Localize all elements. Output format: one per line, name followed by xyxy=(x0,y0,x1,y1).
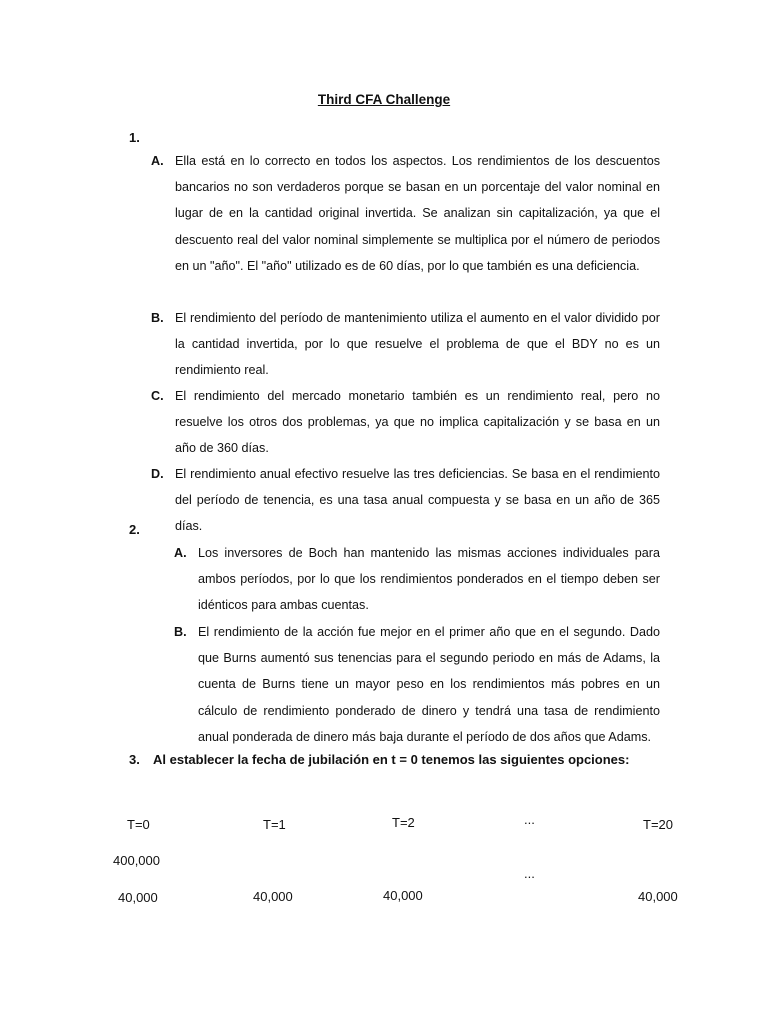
q1-item-a-text: Ella está en lo correcto en todos los aspectos. Los rendimientos de los descuentos bancarios no son verdaderos porque se basan en un porcentaje del valor nominal en lugar de en la cantidad original invertida. Se analizan sin capitalización, ya que el descuento real del valor nominal simplemente se multiplica por el número de periodos en un "año". El "año" utilizado es de 60 días, por lo que también es una deficiencia. xyxy=(175,154,660,273)
q2-item-b xyxy=(174,619,660,750)
q1-item-a xyxy=(151,148,660,279)
q1-item-d xyxy=(151,461,660,540)
q2-item-b-text: El rendimiento de la acción fue mejor en el primer año que en el segundo. Dado que Burns aumentó sus tenencias para el segundo periodo en más de Adams, la cuenta de Burns tiene un mayor peso en los rendimientos más pobres en un cálculo de rendimiento ponderado de dinero y tendrá una tasa de rendimiento anual ponderada de dinero más baja durante el período de dos años que Adams. xyxy=(198,625,660,744)
timeline-header-t1: T=1 xyxy=(263,817,286,832)
q1-item-c xyxy=(151,383,660,462)
q2-item-a-letter: A. xyxy=(174,546,187,560)
q1-item-c-letter: C. xyxy=(151,389,164,403)
question-3 xyxy=(129,752,629,767)
question-1-number: 1. xyxy=(129,130,140,145)
timeline-header-t0: T=0 xyxy=(127,817,150,832)
question-3-number: 3. xyxy=(129,752,140,767)
timeline-payment-t20: 40,000 xyxy=(638,889,678,904)
q1-item-d-letter: D. xyxy=(151,467,164,481)
q2-item-a xyxy=(174,540,660,619)
question-3-text: Al establecer la fecha de jubilación en t = 0 tenemos las siguientes opciones: xyxy=(153,752,630,767)
q2-item-b-letter: B. xyxy=(174,625,187,639)
q1-item-d-text: El rendimiento anual efectivo resuelve las tres deficiencias. Se basa en el rendimiento del período de tenencia, es una tasa anual compuesta y se basa en un año de 365 días. xyxy=(175,467,660,534)
timeline-header-t20: T=20 xyxy=(643,817,673,832)
timeline-lump-sum: 400,000 xyxy=(113,853,160,868)
question-2-number: 2. xyxy=(129,522,140,537)
q1-item-c-text: El rendimiento del mercado monetario también es un rendimiento real, pero no resuelve los otros dos problemas, ya que no implica capitalización y se basa en un año de 360 días. xyxy=(175,389,660,456)
timeline-header-ellipsis: ... xyxy=(524,812,535,827)
q1-item-b xyxy=(151,305,660,384)
timeline-payment-t2: 40,000 xyxy=(383,888,423,903)
timeline-payment-t0: 40,000 xyxy=(118,890,158,905)
document-title: Third CFA Challenge xyxy=(317,92,451,107)
timeline-payment-ellipsis: ... xyxy=(524,866,535,881)
timeline-payment-t1: 40,000 xyxy=(253,889,293,904)
q1-item-a-letter: A. xyxy=(151,154,164,168)
q1-item-b-letter: B. xyxy=(151,311,164,325)
q1-item-b-text: El rendimiento del período de mantenimiento utiliza el aumento en el valor dividido por la cantidad invertida, por lo que resuelve el problema de que el BDY no es un rendimiento real. xyxy=(175,311,660,378)
q2-item-a-text: Los inversores de Boch han mantenido las mismas acciones individuales para ambos períodos, por lo que los rendimientos ponderados en el tiempo deben ser idénticos para ambas cuentas. xyxy=(198,546,660,613)
timeline-header-t2: T=2 xyxy=(392,815,415,830)
